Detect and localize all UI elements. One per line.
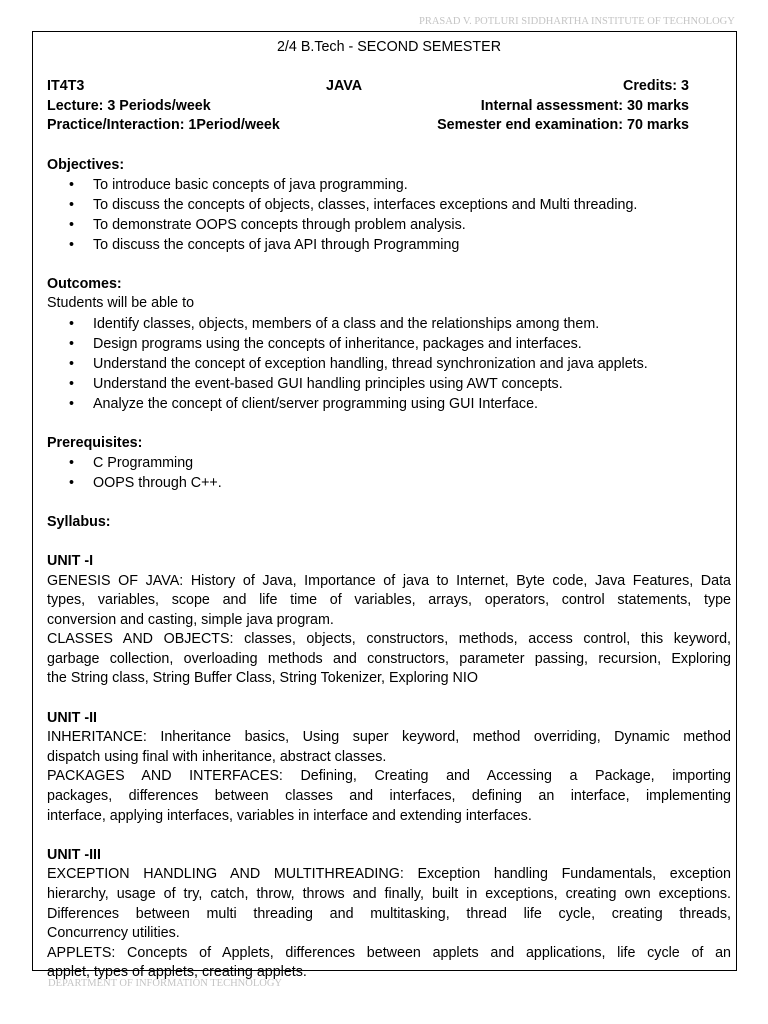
outcome-item: • Design programs using the concepts of inheritance, packages and interfaces. xyxy=(47,334,731,354)
course-credits: Credits: 3 xyxy=(623,78,689,95)
header-row-2 xyxy=(47,97,731,117)
unit-line: PACKAGES AND INTERFACES: Defining, Creating and Accessing a Package, importing xyxy=(47,768,731,785)
outcomes-list xyxy=(47,314,731,414)
outcomes-heading: Outcomes: xyxy=(47,275,122,292)
unit-line: INHERITANCE: Inheritance basics, Using super keyword, method overriding, Dynamic method xyxy=(47,729,731,746)
prerequisites-list xyxy=(47,453,731,493)
objectives-list xyxy=(47,175,731,255)
unit-line: APPLETS: Concepts of Applets, differences between applets and applications, life cycle of an xyxy=(47,944,731,961)
objectives-heading: Objectives: xyxy=(47,156,125,173)
unit-3-title: UNIT -III xyxy=(47,846,102,863)
outcome-item: • Identify classes, objects, members of a class and the relationships among them. xyxy=(47,314,731,334)
unit-line: EXCEPTION HANDLING AND MULTITHREADING: Exception handling Fundamentals, exception xyxy=(47,866,731,883)
course-code: IT4T3 xyxy=(47,78,85,95)
syllabus-heading: Syllabus: xyxy=(47,513,111,530)
unit-line: Concurrency utilities. xyxy=(47,925,180,942)
unit-line: Differences between multi threading and multitasking, thread life cycle, creating threads, xyxy=(47,905,731,922)
unit-2-body xyxy=(47,728,731,826)
unit-line: garbage collection, overloading methods and constructors, parameter passing, recursion, Exploring xyxy=(47,650,731,667)
prerequisite-item: • C Programming xyxy=(47,453,731,473)
unit-line: packages, differences between classes and interfaces, defining an interface, implementing xyxy=(47,788,731,805)
objective-item: • To discuss the concepts of java API through Programming xyxy=(47,235,731,255)
outcome-item: • Understand the event-based GUI handling principles using AWT concepts. xyxy=(47,374,731,394)
course-subject: JAVA xyxy=(326,78,363,95)
prerequisite-item: • OOPS through C++. xyxy=(47,473,731,493)
header-row-3 xyxy=(47,116,731,136)
unit-2-title: UNIT -II xyxy=(47,709,98,726)
practice-periods: Practice/Interaction: 1Period/week xyxy=(47,117,280,134)
document-content xyxy=(47,38,731,983)
unit-line: applet, types of applets, creating applets. xyxy=(47,964,307,981)
semester-title: 2/4 B.Tech - SECOND SEMESTER xyxy=(276,39,502,55)
outcome-item: • Understand the concept of exception handling, thread synchronization and java applets. xyxy=(47,354,731,374)
unit-line: the String class, String Buffer Class, String Tokenizer, Exploring NIO xyxy=(47,670,478,687)
unit-line: dispatch using final with inheritance, abstract classes. xyxy=(47,748,387,765)
unit-line: interface, applying interfaces, variables in interface and extending interfaces. xyxy=(47,807,532,824)
header-row-1 xyxy=(47,77,731,97)
objective-item: • To discuss the concepts of objects, classes, interfaces exceptions and Multi threading. xyxy=(47,195,731,215)
internal-assessment: Internal assessment: 30 marks xyxy=(480,97,689,114)
unit-line: hierarchy, usage of try, catch, throw, throws and finally, built in exceptions, creating own exceptions. xyxy=(47,886,731,902)
unit-line: types, variables, scope and life time of variables, arrays, operators, control statements, type xyxy=(47,592,731,609)
unit-1-body xyxy=(47,572,731,690)
outcomes-intro: Students will be able to xyxy=(47,295,195,312)
unit-1-title: UNIT -I xyxy=(47,552,94,569)
header-watermark: PRASAD V. POTLURI SIDDHARTHA INSTITUTE OF TECHNOLOGY xyxy=(419,16,735,27)
outcome-item: • Analyze the concept of client/server programming using GUI Interface. xyxy=(47,394,731,414)
unit-line: CLASSES AND OBJECTS: classes, objects, constructors, methods, access control, this keyword, xyxy=(47,631,731,648)
lecture-periods: Lecture: 3 Periods/week xyxy=(47,97,211,114)
objective-item: • To demonstrate OOPS concepts through problem analysis. xyxy=(47,215,731,235)
objective-item: • To introduce basic concepts of java programming. xyxy=(47,175,731,195)
semester-end-exam: Semester end examination: 70 marks xyxy=(437,117,689,134)
footer-watermark: DEPARTMENT OF INFORMATION TECHNOLOGY xyxy=(48,978,282,989)
unit-line: GENESIS OF JAVA: History of Java, Importance of java to Internet, Byte code, Java Features, Data xyxy=(47,572,731,589)
unit-line: conversion and casting, simple java program. xyxy=(47,611,334,628)
prerequisites-heading: Prerequisites: xyxy=(47,434,143,451)
unit-3-body xyxy=(47,865,731,983)
